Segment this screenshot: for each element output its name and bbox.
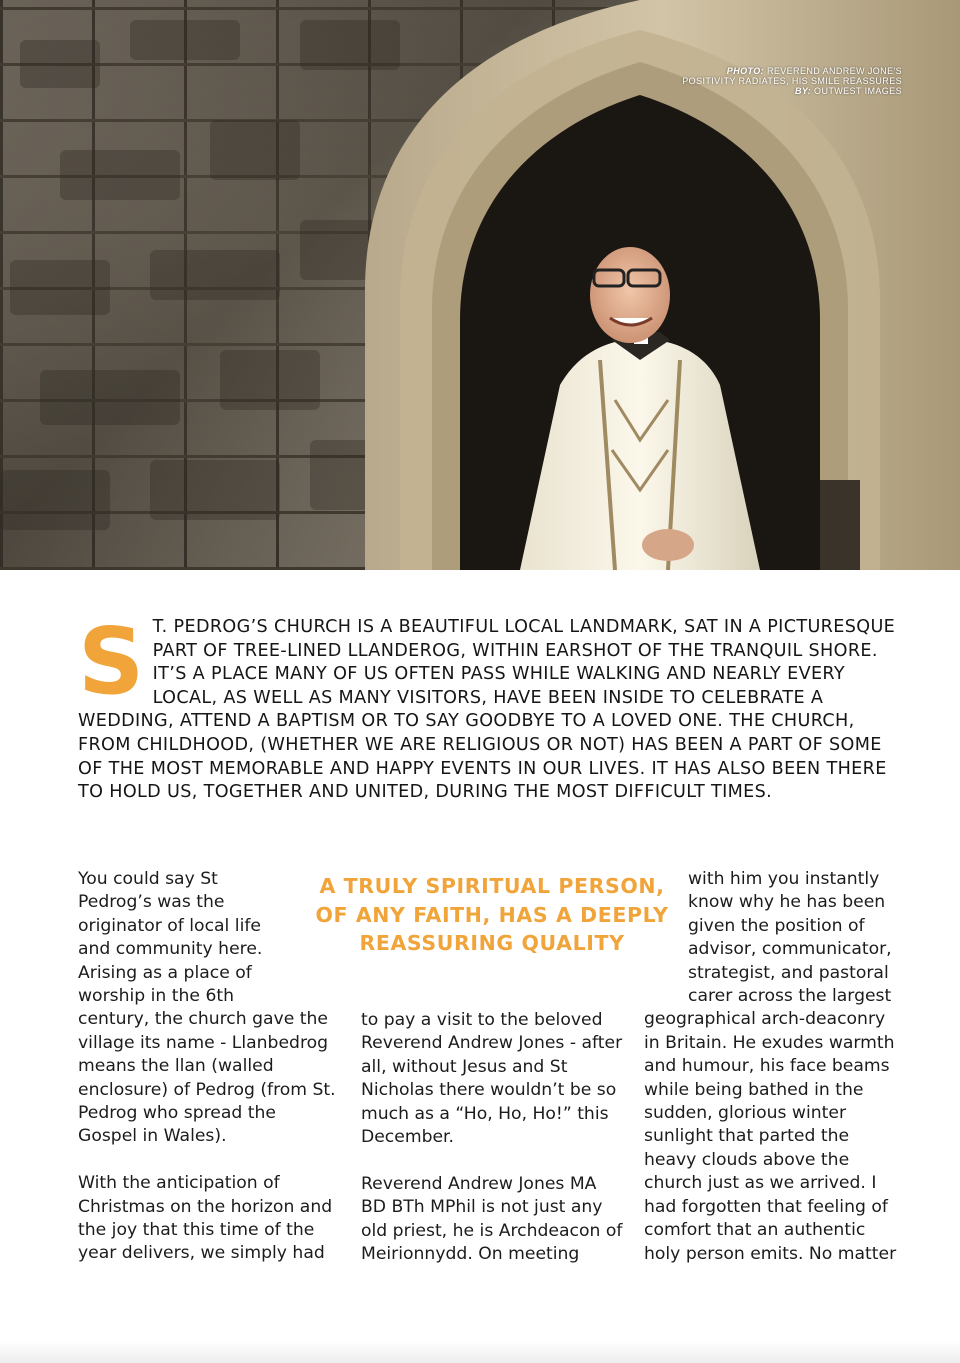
body-column-2 <box>361 1009 623 1290</box>
body-paragraph-indented: with him you instantly know why he has been given the position of advisor, communicator, strategist, and pastoral carer across the largest <box>688 869 892 1007</box>
intro-text: T. PEDROG’S CHURCH IS A BEAUTIFUL LOCAL LANDMARK, SAT IN A PICTURESQUE PART OF TREE-LINED LLANDEROG, WITHIN EARSHOT OF THE TRANQUIL SHORE. IT’S A PLACE MANY OF US OFTEN PASS WHILE WALKING AND NEARLY EVERY LOCAL, AS WELL AS MANY VISITORS, HAVE BEEN INSIDE TO CELEBRATE A WEDDING, ATTEND A BAPTISM OR TO SAY GOODBYE TO A LOVED ONE. THE CHURCH, FROM CHILDHOOD, (WHETHER WE ARE RELIGIOUS OR NOT) HAS BEEN A PART OF SOME OF THE MOST MEMORABLE AND HAPPY EVENTS IN OUR LIVES. IT HAS ALSO BEEN THERE TO HOLD US, TOGETHER AND UNITED, DURING THE MOST DIFFICULT TIMES. <box>78 617 896 803</box>
caption-photo-label: PHOTO: <box>726 66 765 76</box>
page-bottom-edge <box>0 1341 960 1363</box>
caption-photo-text: REVEREND ANDREW JONE'S POSITIVITY RADIATES, HIS SMILE REASSURES <box>682 66 902 86</box>
body-column-1 <box>78 868 340 1289</box>
body-paragraph: to pay a visit to the beloved Reverend Andrew Jones - after all, without Jesus and St Nicholas there wouldn’t be so much as a “Ho, Ho, Ho!” this December. <box>361 1010 623 1148</box>
priest-face <box>590 247 670 343</box>
photo-caption <box>672 66 902 96</box>
caption-by-text: OUTWEST IMAGES <box>814 86 902 96</box>
intro-paragraph <box>78 608 906 805</box>
body-paragraph: geographical arch-deaconry in Britain. He exudes warmth and humour, his face beams while being bathed in the sudden, glorious winter sunlight that parted the heavy clouds above the church just as we arrived. I had forgotten that feeling of comfort that an authentic holy person emits. No matter <box>644 1009 897 1264</box>
body-paragraph: With the anticipation of Christmas on the horizon and the joy that this time of the year delivers, we simply had <box>78 1173 333 1264</box>
hero-photo <box>0 0 960 570</box>
stone-wall <box>0 20 400 530</box>
body-paragraph: Reverend Andrew Jones MA BD BTh MPhil is not just any old priest, he is Archdeacon of Meirionnydd. On meeting <box>361 1173 623 1265</box>
pull-quote: A TRULY SPIRITUAL PERSON, OF ANY FAITH, HAS A DEEPLY REASSURING QUALITY <box>315 874 669 955</box>
caption-by-label: BY: <box>794 86 812 96</box>
drop-cap: S <box>78 608 145 715</box>
body-column-3 <box>644 868 906 1289</box>
body-paragraph: You could say St Pedrog’s was the originator of local life and community here. Arising as a place of worship in the 6th century, the church gave the village its name - Llanbedrog means the llan (walled enclosure) of Pedrog (from St. Pedrog who spread the Gospel in Wales). <box>78 869 336 1147</box>
